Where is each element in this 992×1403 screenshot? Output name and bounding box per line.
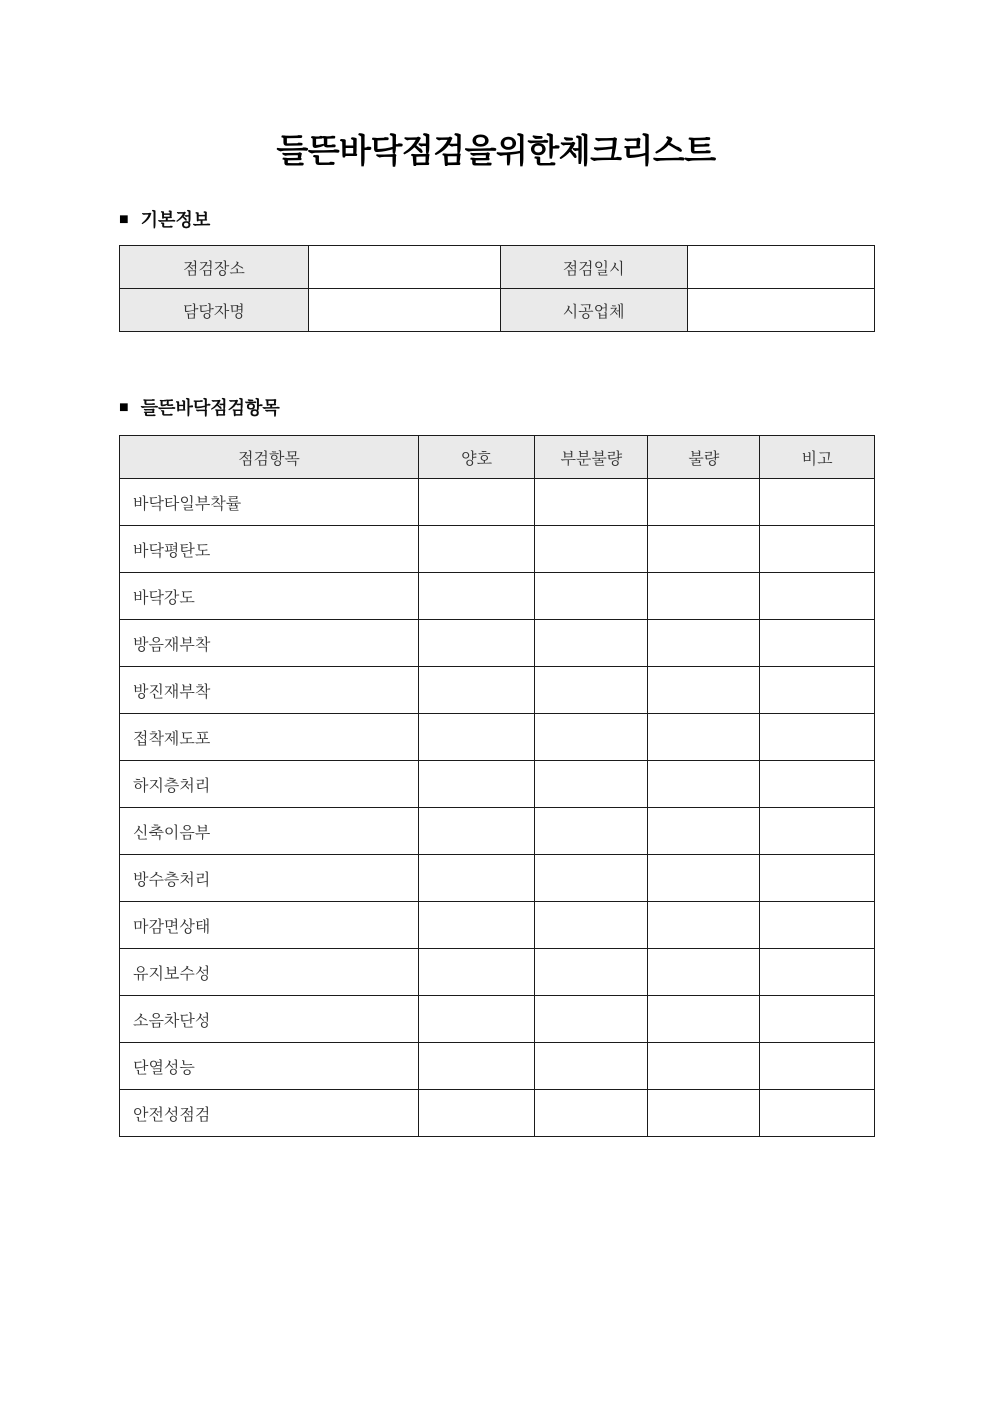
item-label-cell: 단열성능 — [120, 1043, 419, 1090]
column-header-partial-defect: 부분불량 — [535, 436, 648, 479]
check-cell-good[interactable] — [418, 620, 534, 667]
remarks-cell[interactable] — [760, 855, 875, 902]
check-cell-partial-defect[interactable] — [535, 1090, 648, 1137]
check-cell-defect[interactable] — [648, 808, 760, 855]
field-label-inspection-place: 점검장소 — [120, 246, 309, 289]
field-value-inspection-place[interactable] — [308, 246, 500, 289]
basic-info-heading — [119, 210, 875, 230]
check-cell-partial-defect[interactable] — [535, 855, 648, 902]
basic-info-row — [120, 246, 875, 289]
check-cell-defect[interactable] — [648, 761, 760, 808]
remarks-cell[interactable] — [760, 761, 875, 808]
checklist-row — [120, 1043, 875, 1090]
item-label-cell: 하지층처리 — [120, 761, 419, 808]
field-label-construction-company: 시공업체 — [500, 289, 687, 332]
check-cell-good[interactable] — [418, 573, 534, 620]
check-cell-partial-defect[interactable] — [535, 808, 648, 855]
item-label-cell: 안전성점검 — [120, 1090, 419, 1137]
check-cell-defect[interactable] — [648, 902, 760, 949]
remarks-cell[interactable] — [760, 667, 875, 714]
check-cell-partial-defect[interactable] — [535, 996, 648, 1043]
check-cell-defect[interactable] — [648, 949, 760, 996]
check-cell-partial-defect[interactable] — [535, 667, 648, 714]
check-cell-good[interactable] — [418, 902, 534, 949]
remarks-cell[interactable] — [760, 526, 875, 573]
basic-info-row — [120, 289, 875, 332]
checklist-row — [120, 902, 875, 949]
check-cell-good[interactable] — [418, 761, 534, 808]
check-cell-defect[interactable] — [648, 855, 760, 902]
column-header-remarks: 비고 — [760, 436, 875, 479]
field-label-inspection-datetime: 점검일시 — [500, 246, 687, 289]
item-label-cell: 방음재부착 — [120, 620, 419, 667]
check-cell-partial-defect[interactable] — [535, 479, 648, 526]
checklist-row — [120, 479, 875, 526]
field-value-construction-company[interactable] — [687, 289, 874, 332]
section-bullet-icon: ■ — [119, 211, 129, 228]
checklist-row — [120, 1090, 875, 1137]
remarks-cell[interactable] — [760, 714, 875, 761]
item-label-cell: 방진재부착 — [120, 667, 419, 714]
checklist-row — [120, 573, 875, 620]
remarks-cell[interactable] — [760, 902, 875, 949]
check-cell-good[interactable] — [418, 855, 534, 902]
check-cell-defect[interactable] — [648, 526, 760, 573]
check-cell-defect[interactable] — [648, 479, 760, 526]
check-cell-good[interactable] — [418, 479, 534, 526]
item-label-cell: 유지보수성 — [120, 949, 419, 996]
section-bullet-icon: ■ — [119, 399, 129, 416]
basic-info-table — [119, 245, 875, 332]
check-cell-partial-defect[interactable] — [535, 526, 648, 573]
remarks-cell[interactable] — [760, 479, 875, 526]
basic-info-heading-label: 기본정보 — [140, 210, 211, 230]
item-label-cell: 바닥강도 — [120, 573, 419, 620]
remarks-cell[interactable] — [760, 808, 875, 855]
field-value-manager-name[interactable] — [308, 289, 500, 332]
checklist-table — [119, 435, 875, 1137]
check-cell-good[interactable] — [418, 526, 534, 573]
field-value-inspection-datetime[interactable] — [687, 246, 874, 289]
check-cell-good[interactable] — [418, 1090, 534, 1137]
checklist-row — [120, 949, 875, 996]
check-cell-defect[interactable] — [648, 1090, 760, 1137]
check-cell-good[interactable] — [418, 996, 534, 1043]
check-cell-defect[interactable] — [648, 714, 760, 761]
checklist-row — [120, 761, 875, 808]
checklist-heading-label: 들뜬바닥점검항목 — [140, 398, 280, 418]
check-cell-defect[interactable] — [648, 620, 760, 667]
remarks-cell[interactable] — [760, 949, 875, 996]
remarks-cell[interactable] — [760, 996, 875, 1043]
check-cell-partial-defect[interactable] — [535, 1043, 648, 1090]
check-cell-defect[interactable] — [648, 996, 760, 1043]
checklist-row — [120, 808, 875, 855]
item-label-cell: 바닥타일부착률 — [120, 479, 419, 526]
item-label-cell: 바닥평탄도 — [120, 526, 419, 573]
check-cell-good[interactable] — [418, 808, 534, 855]
item-label-cell: 접착제도포 — [120, 714, 419, 761]
item-label-cell: 방수층처리 — [120, 855, 419, 902]
column-header-defect: 불량 — [648, 436, 760, 479]
check-cell-good[interactable] — [418, 667, 534, 714]
column-header-item: 점검항목 — [120, 436, 419, 479]
check-cell-good[interactable] — [418, 714, 534, 761]
check-cell-good[interactable] — [418, 1043, 534, 1090]
remarks-cell[interactable] — [760, 620, 875, 667]
check-cell-good[interactable] — [418, 949, 534, 996]
check-cell-partial-defect[interactable] — [535, 714, 648, 761]
remarks-cell[interactable] — [760, 1043, 875, 1090]
remarks-cell[interactable] — [760, 573, 875, 620]
checklist-row — [120, 714, 875, 761]
check-cell-defect[interactable] — [648, 573, 760, 620]
check-cell-defect[interactable] — [648, 1043, 760, 1090]
item-label-cell: 마감면상태 — [120, 902, 419, 949]
column-header-good: 양호 — [418, 436, 534, 479]
remarks-cell[interactable] — [760, 1090, 875, 1137]
page-title: 들뜬바닥점검을위한체크리스트 — [276, 132, 716, 169]
item-label-cell: 소음차단성 — [120, 996, 419, 1043]
checklist-row — [120, 620, 875, 667]
checklist-row — [120, 667, 875, 714]
checklist-heading — [119, 398, 875, 418]
field-label-manager-name: 담당자명 — [120, 289, 309, 332]
checklist-row — [120, 855, 875, 902]
check-cell-defect[interactable] — [648, 667, 760, 714]
check-cell-partial-defect[interactable] — [535, 761, 648, 808]
item-label-cell: 신축이음부 — [120, 808, 419, 855]
check-cell-partial-defect[interactable] — [535, 902, 648, 949]
check-cell-partial-defect[interactable] — [535, 620, 648, 667]
checklist-header-row — [120, 436, 875, 479]
checklist-row — [120, 526, 875, 573]
check-cell-partial-defect[interactable] — [535, 949, 648, 996]
check-cell-partial-defect[interactable] — [535, 573, 648, 620]
checklist-row — [120, 996, 875, 1043]
